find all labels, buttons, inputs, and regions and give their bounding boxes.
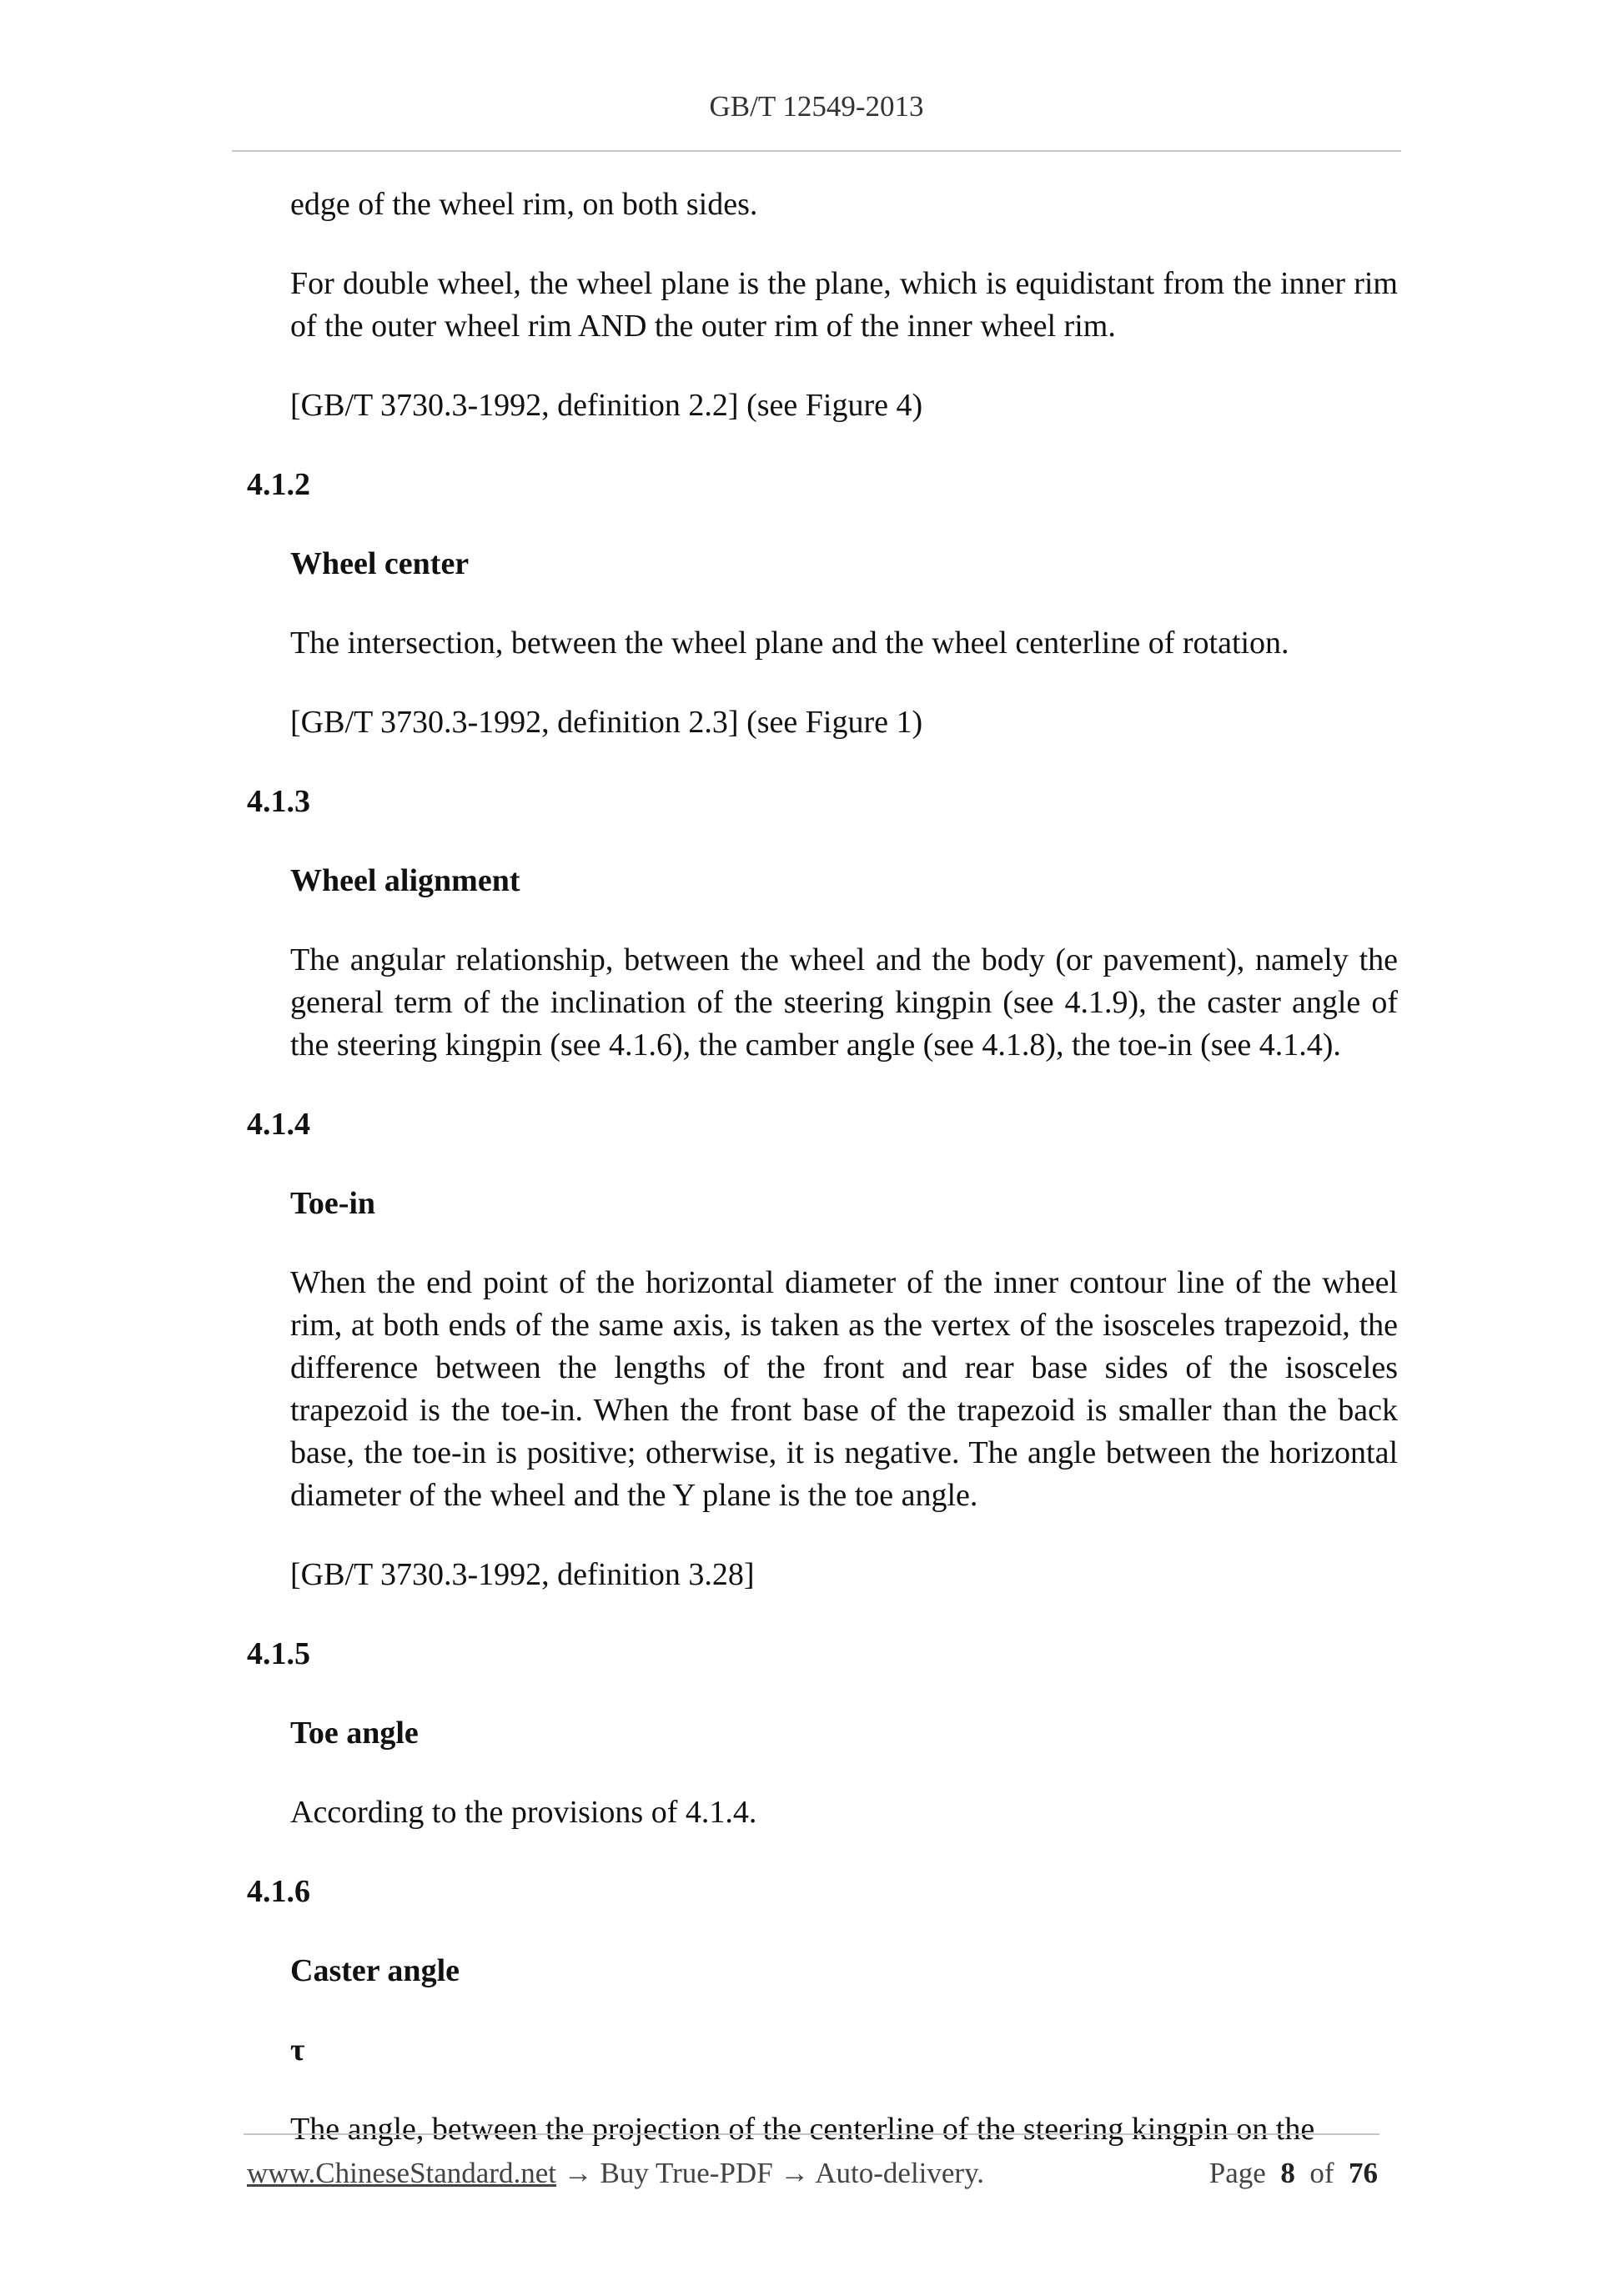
auto-delivery-text: Auto-delivery. bbox=[815, 2157, 985, 2189]
definition-toe-angle: According to the provisions of 4.1.4. bbox=[290, 1795, 757, 1830]
page-total: 76 bbox=[1349, 2157, 1378, 2189]
reference-definition-2-2: [GB/T 3730.3-1992, definition 2.2] (see Figure 4) bbox=[290, 388, 923, 423]
footer-divider bbox=[244, 2133, 1379, 2135]
reference-definition-3-28: [GB/T 3730.3-1992, definition 3.28] bbox=[290, 1557, 755, 1592]
page-number bbox=[1209, 2157, 1378, 2190]
reference-definition-2-3: [GB/T 3730.3-1992, definition 2.3] (see Figure 1) bbox=[290, 705, 923, 740]
definition-caster-angle: The angle, between the projection of the centerline of the steering kingpin on the bbox=[290, 2112, 1315, 2147]
definition-toe-in: When the end point of the horizontal diameter of the inner contour line of the wheel rim, at both ends of the same axis, is taken as the vertex of the isosceles trapezoid, the difference between the lengths of the front and rear base sides of the isosceles trapezoid is the toe-in. When the front base of the trapezoid is smaller than the back base, the toe-in is positive; otherwise, it is negative. The angle between the horizontal diameter of the wheel and the Y plane is the toe angle. bbox=[290, 1265, 1398, 1513]
definition-wheel-alignment: The angular relationship, between the wheel and the body (or pavement), namely the general term of the inclination of the steering kingpin (see 4.1.9), the caster angle of the steering kingpin (see 4.1.6), the camber angle (see 4.1.8), the toe-in (see 4.1.4). bbox=[290, 942, 1398, 1063]
double-wheel-paragraph: For double wheel, the wheel plane is the plane, which is equidistant from the inner rim of the outer wheel rim AND the outer rim of the inner wheel rim. bbox=[290, 266, 1398, 344]
clause-number-4-1-5: 4.1.5 bbox=[247, 1636, 310, 1671]
buy-true-pdf-text: Buy True-PDF bbox=[600, 2157, 773, 2189]
page-label: Page bbox=[1208, 2157, 1266, 2189]
header-divider bbox=[232, 150, 1401, 152]
clause-number-4-1-6: 4.1.6 bbox=[247, 1874, 310, 1909]
clause-number-4-1-4: 4.1.4 bbox=[247, 1107, 310, 1142]
term-wheel-center: Wheel center bbox=[290, 546, 470, 581]
document-code-header: GB/T 12549-2013 bbox=[709, 90, 924, 123]
clause-number-4-1-2: 4.1.2 bbox=[247, 467, 310, 502]
arrow-right-icon: → bbox=[780, 2157, 810, 2189]
term-toe-in: Toe-in bbox=[290, 1186, 376, 1221]
continued-paragraph: edge of the wheel rim, on both sides. bbox=[290, 187, 758, 222]
symbol-tau: τ bbox=[290, 2032, 305, 2067]
clause-number-4-1-3: 4.1.3 bbox=[247, 784, 310, 819]
site-link[interactable]: www.ChineseStandard.net bbox=[247, 2157, 556, 2189]
page-body bbox=[247, 183, 1398, 2188]
arrow-right-icon: → bbox=[563, 2157, 593, 2189]
page-of-label: of bbox=[1309, 2157, 1334, 2189]
footer-promo bbox=[247, 2157, 984, 2190]
term-toe-angle: Toe angle bbox=[290, 1716, 419, 1751]
term-caster-angle: Caster angle bbox=[290, 1953, 460, 1988]
page-current: 8 bbox=[1280, 2157, 1295, 2189]
definition-wheel-center: The intersection, between the wheel plane and the wheel centerline of rotation. bbox=[290, 625, 1289, 661]
term-wheel-alignment: Wheel alignment bbox=[290, 863, 520, 898]
